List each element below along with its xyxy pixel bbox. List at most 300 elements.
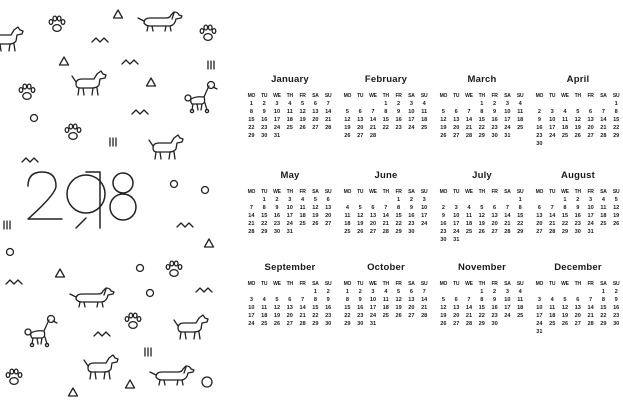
paw-icon (19, 84, 35, 99)
day-cell: 21 (465, 125, 473, 131)
week-row (245, 116, 335, 124)
day-cell: 2 (262, 101, 266, 107)
weekday-label: MO (439, 189, 448, 195)
day-cell: 27 (536, 229, 543, 235)
day-cell: 1 (518, 197, 522, 203)
weekday-label: MO (343, 189, 352, 195)
day-cell: 5 (441, 297, 445, 303)
day-cell: 28 (465, 133, 473, 139)
week-row (437, 124, 527, 132)
calendar-cover (0, 0, 235, 400)
weekday-label: SA (408, 93, 415, 99)
day-cell: 14 (325, 109, 332, 115)
day-cell: 25 (286, 125, 293, 131)
dog-icon (0, 27, 23, 51)
day-cell: 31 (286, 229, 293, 235)
weekday-label: MO (535, 281, 544, 287)
day-cell: 27 (587, 133, 594, 139)
day-cell: 14 (248, 213, 255, 219)
day-cell: 19 (561, 313, 569, 319)
day-cell (546, 100, 559, 108)
day-cell: 26 (613, 221, 620, 227)
months-grid (245, 0, 620, 400)
day-cell: 1 (384, 101, 388, 107)
day-cell: 17 (421, 213, 428, 219)
dog-icon (84, 355, 118, 379)
month-table (341, 280, 431, 328)
day-cell: 9 (275, 205, 279, 211)
week-row (245, 204, 335, 212)
day-cell (418, 228, 431, 236)
day-cell: 11 (549, 305, 556, 311)
dog-icon (149, 135, 183, 159)
day-cell: 5 (576, 109, 580, 115)
week-row (437, 236, 527, 244)
day-cell: 18 (561, 125, 569, 131)
day-cell: 28 (504, 229, 511, 235)
week-row (533, 320, 623, 328)
day-cell: 14 (600, 117, 607, 123)
weekday-label: FR (395, 93, 402, 99)
day-cell: 16 (613, 305, 620, 311)
day-cell: 12 (613, 205, 620, 211)
day-cell: 13 (587, 117, 594, 123)
day-cell: 14 (465, 117, 473, 123)
day-cell: 30 (491, 133, 498, 139)
day-cell (322, 132, 335, 140)
day-cell: 17 (549, 125, 556, 131)
week-row (437, 288, 527, 296)
week-row (437, 304, 527, 312)
paw-icon (65, 124, 81, 139)
day-cell: 15 (478, 305, 485, 311)
week-row (245, 220, 335, 228)
weekday-label: TU (261, 93, 268, 99)
day-cell: 25 (549, 321, 556, 327)
weekday-label: MO (247, 93, 256, 99)
weekday-header (533, 92, 623, 100)
day-cell (475, 196, 488, 204)
day-cell (559, 288, 572, 296)
day-cell: 18 (261, 313, 268, 319)
week-row (437, 108, 527, 116)
day-cell (533, 100, 546, 108)
day-cell: 31 (273, 133, 281, 139)
day-cell (514, 320, 527, 328)
triangle-icon (126, 380, 135, 388)
day-cell (405, 132, 418, 140)
day-cell (354, 196, 367, 204)
day-cell: 1 (480, 101, 484, 107)
tick-marks-icon (145, 348, 151, 356)
day-cell (546, 328, 559, 336)
weekday-header (437, 92, 527, 100)
day-cell (283, 288, 296, 296)
day-cell: 29 (248, 133, 255, 139)
tick-marks-icon (208, 61, 214, 69)
week-row (341, 204, 431, 212)
day-cell: 10 (369, 297, 377, 303)
day-cell (559, 100, 572, 108)
week-row (341, 116, 431, 124)
month-name: February (364, 74, 408, 85)
day-cell (571, 140, 584, 148)
day-cell: 11 (600, 205, 607, 211)
day-cell: 10 (504, 297, 511, 303)
week-row (437, 116, 527, 124)
day-cell: 17 (248, 313, 255, 319)
day-cell: 30 (613, 321, 620, 327)
day-cell: 22 (248, 125, 255, 131)
day-cell (559, 328, 572, 336)
triangle-icon (69, 388, 78, 396)
day-cell: 25 (600, 221, 607, 227)
day-cell: 8 (262, 205, 266, 211)
day-cell: 8 (518, 205, 522, 211)
day-cell: 1 (397, 197, 401, 203)
day-cell: 24 (248, 321, 255, 327)
day-cell: 17 (504, 305, 511, 311)
day-cell: 26 (273, 321, 281, 327)
day-cell (296, 132, 309, 140)
day-cell (501, 196, 514, 204)
day-cell: 18 (299, 213, 306, 219)
day-cell: 23 (273, 221, 281, 227)
weekday-label: WE (273, 281, 281, 287)
day-cell: 22 (478, 313, 485, 319)
day-cell: 21 (549, 221, 556, 227)
day-cell (463, 196, 476, 204)
day-cell: 10 (273, 109, 281, 115)
day-cell: 25 (517, 125, 524, 131)
day-cell: 28 (325, 125, 332, 131)
day-cell (533, 196, 546, 204)
day-cell: 7 (505, 205, 509, 211)
day-cell: 11 (421, 109, 428, 115)
day-cell: 27 (286, 321, 293, 327)
circle-icon (147, 290, 154, 297)
day-cell: 28 (421, 313, 428, 319)
day-cell: 22 (478, 125, 485, 131)
day-cell: 9 (326, 297, 330, 303)
day-cell: 22 (344, 313, 351, 319)
day-cell: 2 (493, 101, 497, 107)
day-cell (597, 100, 610, 108)
week-row (245, 304, 335, 312)
weekday-label: TU (261, 281, 268, 287)
day-cell: 6 (493, 205, 497, 211)
day-cell: 23 (325, 313, 332, 319)
day-cell: 9 (358, 297, 362, 303)
day-cell: 9 (493, 109, 497, 115)
day-cell: 22 (261, 221, 268, 227)
day-cell: 29 (613, 133, 620, 139)
month-name: December (554, 262, 602, 273)
day-cell: 1 (262, 197, 266, 203)
day-cell: 22 (382, 125, 389, 131)
year-2018-lettering (28, 172, 136, 228)
day-cell: 12 (440, 305, 447, 311)
day-cell: 21 (248, 221, 255, 227)
weekday-label: MO (343, 281, 352, 287)
month-name: September (264, 262, 316, 273)
day-cell: 9 (441, 213, 445, 219)
day-cell (501, 320, 514, 328)
day-cell: 29 (395, 229, 402, 235)
day-cell: 2 (326, 289, 330, 295)
day-cell: 25 (299, 221, 306, 227)
triangle-icon (60, 57, 69, 65)
day-cell: 24 (421, 221, 428, 227)
day-cell: 10 (549, 117, 556, 123)
month-name: May (280, 170, 300, 181)
weekday-label: TH (574, 93, 581, 99)
day-cell: 14 (299, 305, 306, 311)
circle-icon (202, 377, 212, 387)
weekday-label: WE (465, 281, 473, 287)
day-cell: 18 (517, 305, 524, 311)
weekday-label: SA (312, 281, 319, 287)
day-cell: 28 (369, 133, 377, 139)
week-row (245, 100, 335, 108)
dog-icon (72, 71, 106, 95)
day-cell: 24 (504, 125, 511, 131)
day-cell (488, 236, 501, 244)
weekday-label: FR (587, 93, 594, 99)
day-cell (354, 100, 367, 108)
weekday-label: WE (273, 93, 281, 99)
circle-icon (171, 181, 178, 188)
zigzag-icon (94, 332, 110, 336)
day-cell: 11 (517, 297, 524, 303)
day-cell: 23 (408, 221, 415, 227)
day-cell: 16 (491, 117, 498, 123)
zigzag-icon (122, 60, 138, 64)
month-table (437, 188, 527, 244)
day-cell: 11 (344, 213, 351, 219)
day-cell (367, 196, 380, 204)
day-cell: 30 (325, 321, 332, 327)
weekday-label: MO (535, 93, 544, 99)
day-cell: 2 (493, 289, 497, 295)
weekday-label: TH (382, 93, 389, 99)
day-cell: 26 (440, 133, 447, 139)
day-cell: 19 (440, 313, 447, 319)
day-cell: 9 (493, 297, 497, 303)
day-cell: 12 (344, 117, 351, 123)
day-cell: 28 (549, 229, 556, 235)
day-cell: 2 (409, 197, 413, 203)
day-cell: 17 (369, 305, 377, 311)
day-cell (245, 288, 258, 296)
day-cell: 3 (409, 101, 413, 107)
weekday-label: SU (324, 281, 332, 287)
day-cell: 18 (421, 117, 428, 123)
day-cell: 2 (537, 109, 541, 115)
day-cell: 16 (357, 305, 364, 311)
day-cell: 20 (453, 313, 460, 319)
week-row (245, 124, 335, 132)
day-cell: 26 (395, 313, 402, 319)
weekday-label: SU (420, 189, 428, 195)
week-row (437, 312, 527, 320)
weekday-label: TU (549, 189, 556, 195)
day-cell: 5 (275, 297, 279, 303)
day-cell: 26 (312, 221, 319, 227)
day-cell: 23 (536, 133, 543, 139)
weekday-label: WE (369, 281, 377, 287)
day-cell (258, 288, 271, 296)
weekday-label: SA (600, 189, 607, 195)
month-table (533, 188, 623, 236)
day-cell: 29 (478, 133, 485, 139)
weekday-label: TU (357, 93, 364, 99)
weekday-label: FR (491, 93, 498, 99)
day-cell: 3 (422, 197, 426, 203)
day-cell: 26 (478, 229, 485, 235)
day-cell: 11 (299, 205, 306, 211)
weekday-label: WE (465, 189, 473, 195)
week-row (341, 304, 431, 312)
month-table (437, 92, 527, 140)
weekday-label: MO (247, 189, 256, 195)
day-cell: 16 (261, 117, 268, 123)
day-cell (546, 196, 559, 204)
weekday-label: TU (453, 189, 460, 195)
weekday-label: WE (561, 281, 569, 287)
day-cell: 25 (421, 125, 428, 131)
day-cell: 16 (325, 305, 332, 311)
day-cell (514, 236, 527, 244)
day-cell: 24 (408, 125, 415, 131)
week-row (245, 288, 335, 296)
day-cell (597, 140, 610, 148)
day-cell: 4 (384, 289, 388, 295)
day-cell: 1 (614, 101, 618, 107)
day-cell: 17 (587, 213, 594, 219)
week-row (245, 132, 335, 140)
day-cell (309, 132, 322, 140)
day-cell (341, 100, 354, 108)
day-cell: 26 (440, 321, 447, 327)
day-cell: 15 (248, 117, 255, 123)
day-cell: 23 (491, 313, 498, 319)
week-row (533, 328, 623, 336)
weekday-label: SU (324, 189, 332, 195)
weekday-label: TU (453, 93, 460, 99)
day-cell: 21 (382, 221, 389, 227)
day-cell: 24 (369, 313, 377, 319)
day-cell: 24 (536, 321, 543, 327)
weekday-label: TU (453, 281, 460, 287)
day-cell (296, 228, 309, 236)
day-cell: 28 (299, 321, 306, 327)
day-cell: 10 (286, 205, 293, 211)
zigzag-icon (132, 110, 148, 114)
day-cell: 6 (454, 109, 458, 115)
day-cell: 24 (504, 313, 511, 319)
day-cell: 4 (301, 197, 305, 203)
day-cell: 15 (344, 305, 351, 311)
day-cell: 4 (550, 297, 554, 303)
day-cell: 20 (408, 305, 415, 311)
day-cell: 22 (561, 221, 569, 227)
week-row (341, 196, 431, 204)
day-cell: 2 (441, 205, 445, 211)
day-cell: 16 (273, 213, 281, 219)
day-cell: 3 (371, 289, 375, 295)
day-cell: 23 (261, 125, 268, 131)
day-cell: 28 (587, 321, 594, 327)
day-cell: 2 (358, 289, 362, 295)
day-cell (379, 320, 392, 328)
day-cell: 16 (440, 221, 447, 227)
day-cell (571, 328, 584, 336)
week-row (437, 296, 527, 304)
day-cell: 8 (397, 205, 401, 211)
day-cell: 10 (408, 109, 415, 115)
day-cell: 26 (299, 125, 306, 131)
day-cell: 6 (288, 297, 292, 303)
day-cell: 4 (422, 101, 426, 107)
day-cell: 5 (358, 205, 362, 211)
weekday-label: WE (273, 189, 281, 195)
day-cell: 21 (421, 305, 428, 311)
circle-icon (7, 249, 14, 256)
month-name: March (467, 74, 497, 85)
day-cell (584, 100, 597, 108)
day-cell: 3 (505, 289, 509, 295)
week-row (245, 196, 335, 204)
day-cell: 12 (273, 305, 281, 311)
week-row (437, 212, 527, 220)
day-cell: 7 (601, 109, 605, 115)
weekday-label: SU (420, 93, 428, 99)
day-cell (597, 328, 610, 336)
day-cell: 18 (517, 117, 524, 123)
day-cell: 18 (344, 221, 351, 227)
day-cell: 26 (561, 321, 569, 327)
day-cell: 23 (395, 125, 402, 131)
triangle-icon (147, 78, 156, 86)
day-cell: 5 (563, 297, 567, 303)
day-cell: 27 (574, 321, 581, 327)
day-cell: 27 (325, 221, 332, 227)
day-cell: 27 (408, 313, 415, 319)
day-cell: 9 (397, 109, 401, 115)
day-cell: 15 (478, 117, 485, 123)
weekday-label: WE (465, 93, 473, 99)
day-cell: 10 (587, 205, 594, 211)
day-cell (463, 236, 476, 244)
week-row (533, 212, 623, 220)
week-row (533, 124, 623, 132)
day-cell: 30 (261, 133, 268, 139)
month-table (245, 92, 335, 140)
day-cell: 3 (288, 197, 292, 203)
triangle-icon (56, 269, 65, 277)
day-cell: 16 (491, 305, 498, 311)
weekday-label: TH (382, 281, 389, 287)
day-cell: 4 (518, 289, 522, 295)
day-cell (437, 288, 450, 296)
day-cell (437, 100, 450, 108)
weekday-label: FR (491, 189, 498, 195)
day-cell (546, 288, 559, 296)
day-cell (450, 288, 463, 296)
day-cell: 24 (587, 221, 594, 227)
day-cell: 20 (491, 221, 498, 227)
